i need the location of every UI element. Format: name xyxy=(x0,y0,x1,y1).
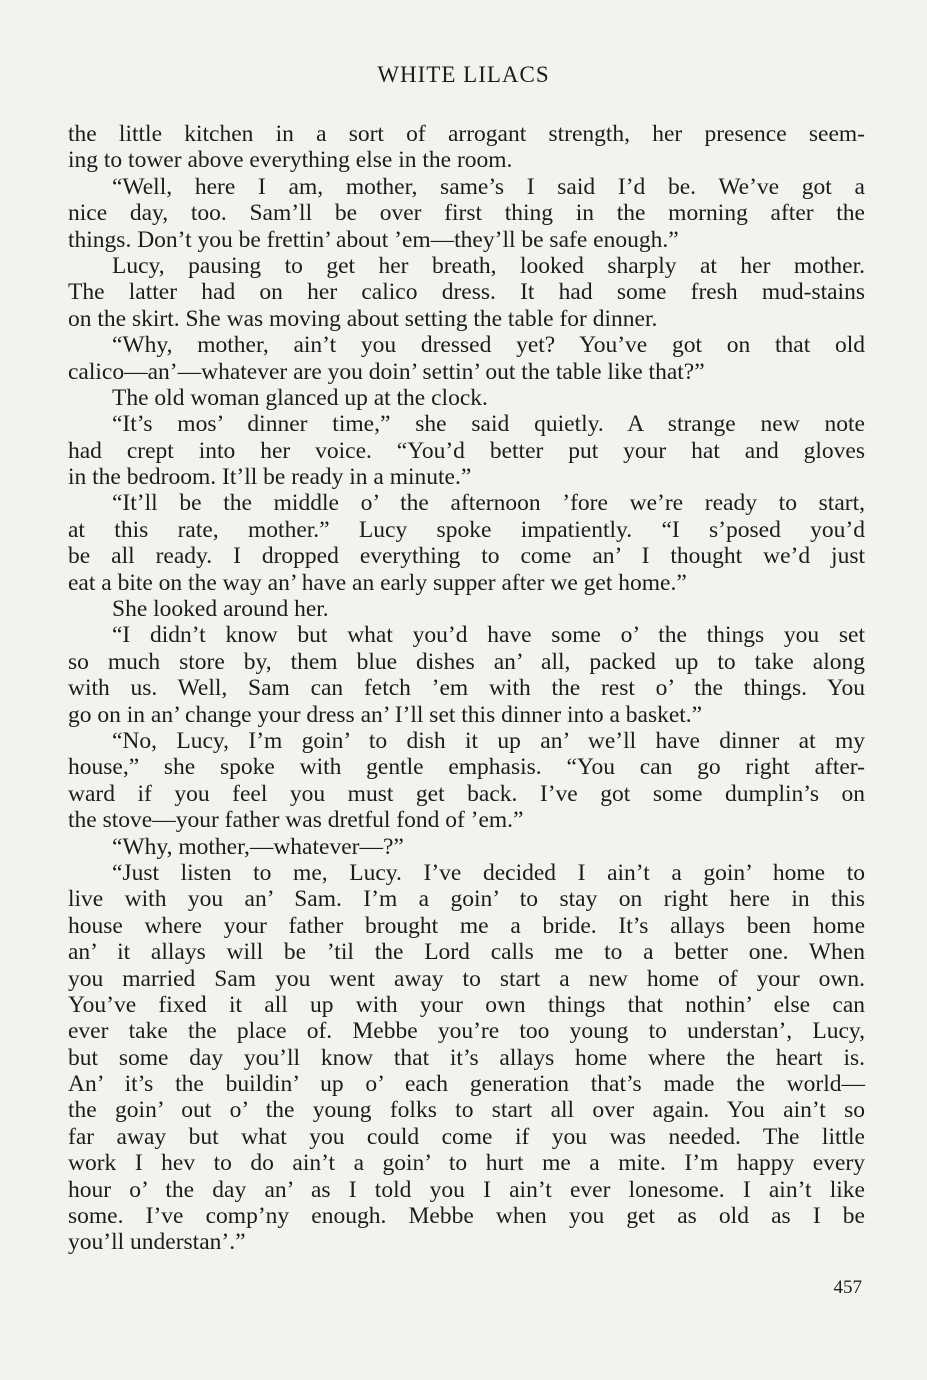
text-line: some. I’ve comp’ny enough. Mebbe when you get as old as I be xyxy=(68,1203,865,1230)
text-line: you’ll understan’.” xyxy=(68,1229,246,1256)
text-line: on the skirt. She was moving about setting the table for dinner. xyxy=(68,305,658,332)
text-line: far away but what you could come if you was needed. The little xyxy=(68,1123,865,1150)
text-line: “It’ll be the middle o’ the afternoon ’fore we’re ready to start, xyxy=(112,490,865,517)
text-line: an’ it allays will be ’til the Lord calls me to a better one. When xyxy=(68,939,865,966)
text-line: so much store by, them blue dishes an’ all, packed up to take along xyxy=(68,648,865,675)
text-line: but some day you’ll know that it’s allays home where the heart is. xyxy=(68,1044,865,1071)
text-line: house,” she spoke with gentle emphasis. “You can go right after- xyxy=(68,754,865,781)
text-line: in the bedroom. It’ll be ready in a minute.” xyxy=(68,464,472,491)
running-head: WHITE LILACS xyxy=(377,62,550,87)
text-line: ever take the place of. Mebbe you’re too young to understan’, Lucy, xyxy=(68,1018,865,1045)
text-line: with us. Well, Sam can fetch ’em with the rest o’ the things. You xyxy=(68,675,865,702)
text-line: eat a bite on the way an’ have an early supper after we get home.” xyxy=(68,569,687,596)
text-line: you married Sam you went away to start a new home of your own. xyxy=(68,965,865,992)
text-line: “Well, here I am, mother, same’s I said I’d be. We’ve got a xyxy=(112,173,865,200)
text-line: live with you an’ Sam. I’m a goin’ to stay on right here in this xyxy=(68,886,865,913)
text-line: work I hev to do ain’t a goin’ to hurt me a mite. I’m happy every xyxy=(68,1150,865,1177)
text-line: The old woman glanced up at the clock. xyxy=(112,384,488,411)
text-line: be all ready. I dropped everything to come an’ I thought we’d just xyxy=(68,543,865,570)
text-line: calico—an’—whatever are you doin’ settin’ out the table like that?” xyxy=(68,358,705,385)
text-line: “Why, mother,—whatever—?” xyxy=(112,833,404,860)
text-line: Lucy, pausing to get her breath, looked sharply at her mother. xyxy=(112,252,865,279)
page-number: 457 xyxy=(833,1277,862,1298)
text-line: the goin’ out o’ the young folks to start all over again. You ain’t so xyxy=(68,1097,865,1124)
text-line: had crept into her voice. “You’d better put your hat and gloves xyxy=(68,437,865,464)
text-line: She looked around her. xyxy=(112,596,329,623)
text-line: house where your father brought me a bride. It’s allays been home xyxy=(68,912,865,939)
text-line: the stove—your father was dretful fond of ’em.” xyxy=(68,807,524,834)
text-line: go on in an’ change your dress an’ I’ll set this dinner into a basket.” xyxy=(68,701,703,728)
text-line: You’ve fixed it all up with your own things that nothin’ else can xyxy=(68,991,865,1018)
text-line: hour o’ the day an’ as I told you I ain’t ever lonesome. I ain’t like xyxy=(68,1176,865,1203)
text-line: “Just listen to me, Lucy. I’ve decided I ain’t a goin’ home to xyxy=(112,859,865,886)
text-line: “Why, mother, ain’t you dressed yet? You’ve got on that old xyxy=(112,332,865,359)
text-line: at this rate, mother.” Lucy spoke impatiently. “I s’posed you’d xyxy=(68,516,865,543)
text-line: “No, Lucy, I’m goin’ to dish it up an’ we’ll have dinner at my xyxy=(112,727,865,754)
text-line: “I didn’t know but what you’d have some o’ the things you set xyxy=(112,622,865,649)
text-line: nice day, too. Sam’ll be over first thing in the morning after the xyxy=(68,200,865,227)
text-line: things. Don’t you be frettin’ about ’em—they’ll be safe enough.” xyxy=(68,226,679,253)
body-text xyxy=(68,121,865,1256)
text-line: The latter had on her calico dress. It had some fresh mud-stains xyxy=(68,279,865,306)
text-line: ing to tower above everything else in the room. xyxy=(68,147,513,174)
text-line: “It’s mos’ dinner time,” she said quietly. A strange new note xyxy=(112,411,865,438)
text-line: ward if you feel you must get back. I’ve got some dumplin’s on xyxy=(68,780,865,807)
text-line: An’ it’s the buildin’ up o’ each generation that’s made the world— xyxy=(68,1071,865,1098)
text-line: the little kitchen in a sort of arrogant strength, her presence seem- xyxy=(68,121,865,147)
